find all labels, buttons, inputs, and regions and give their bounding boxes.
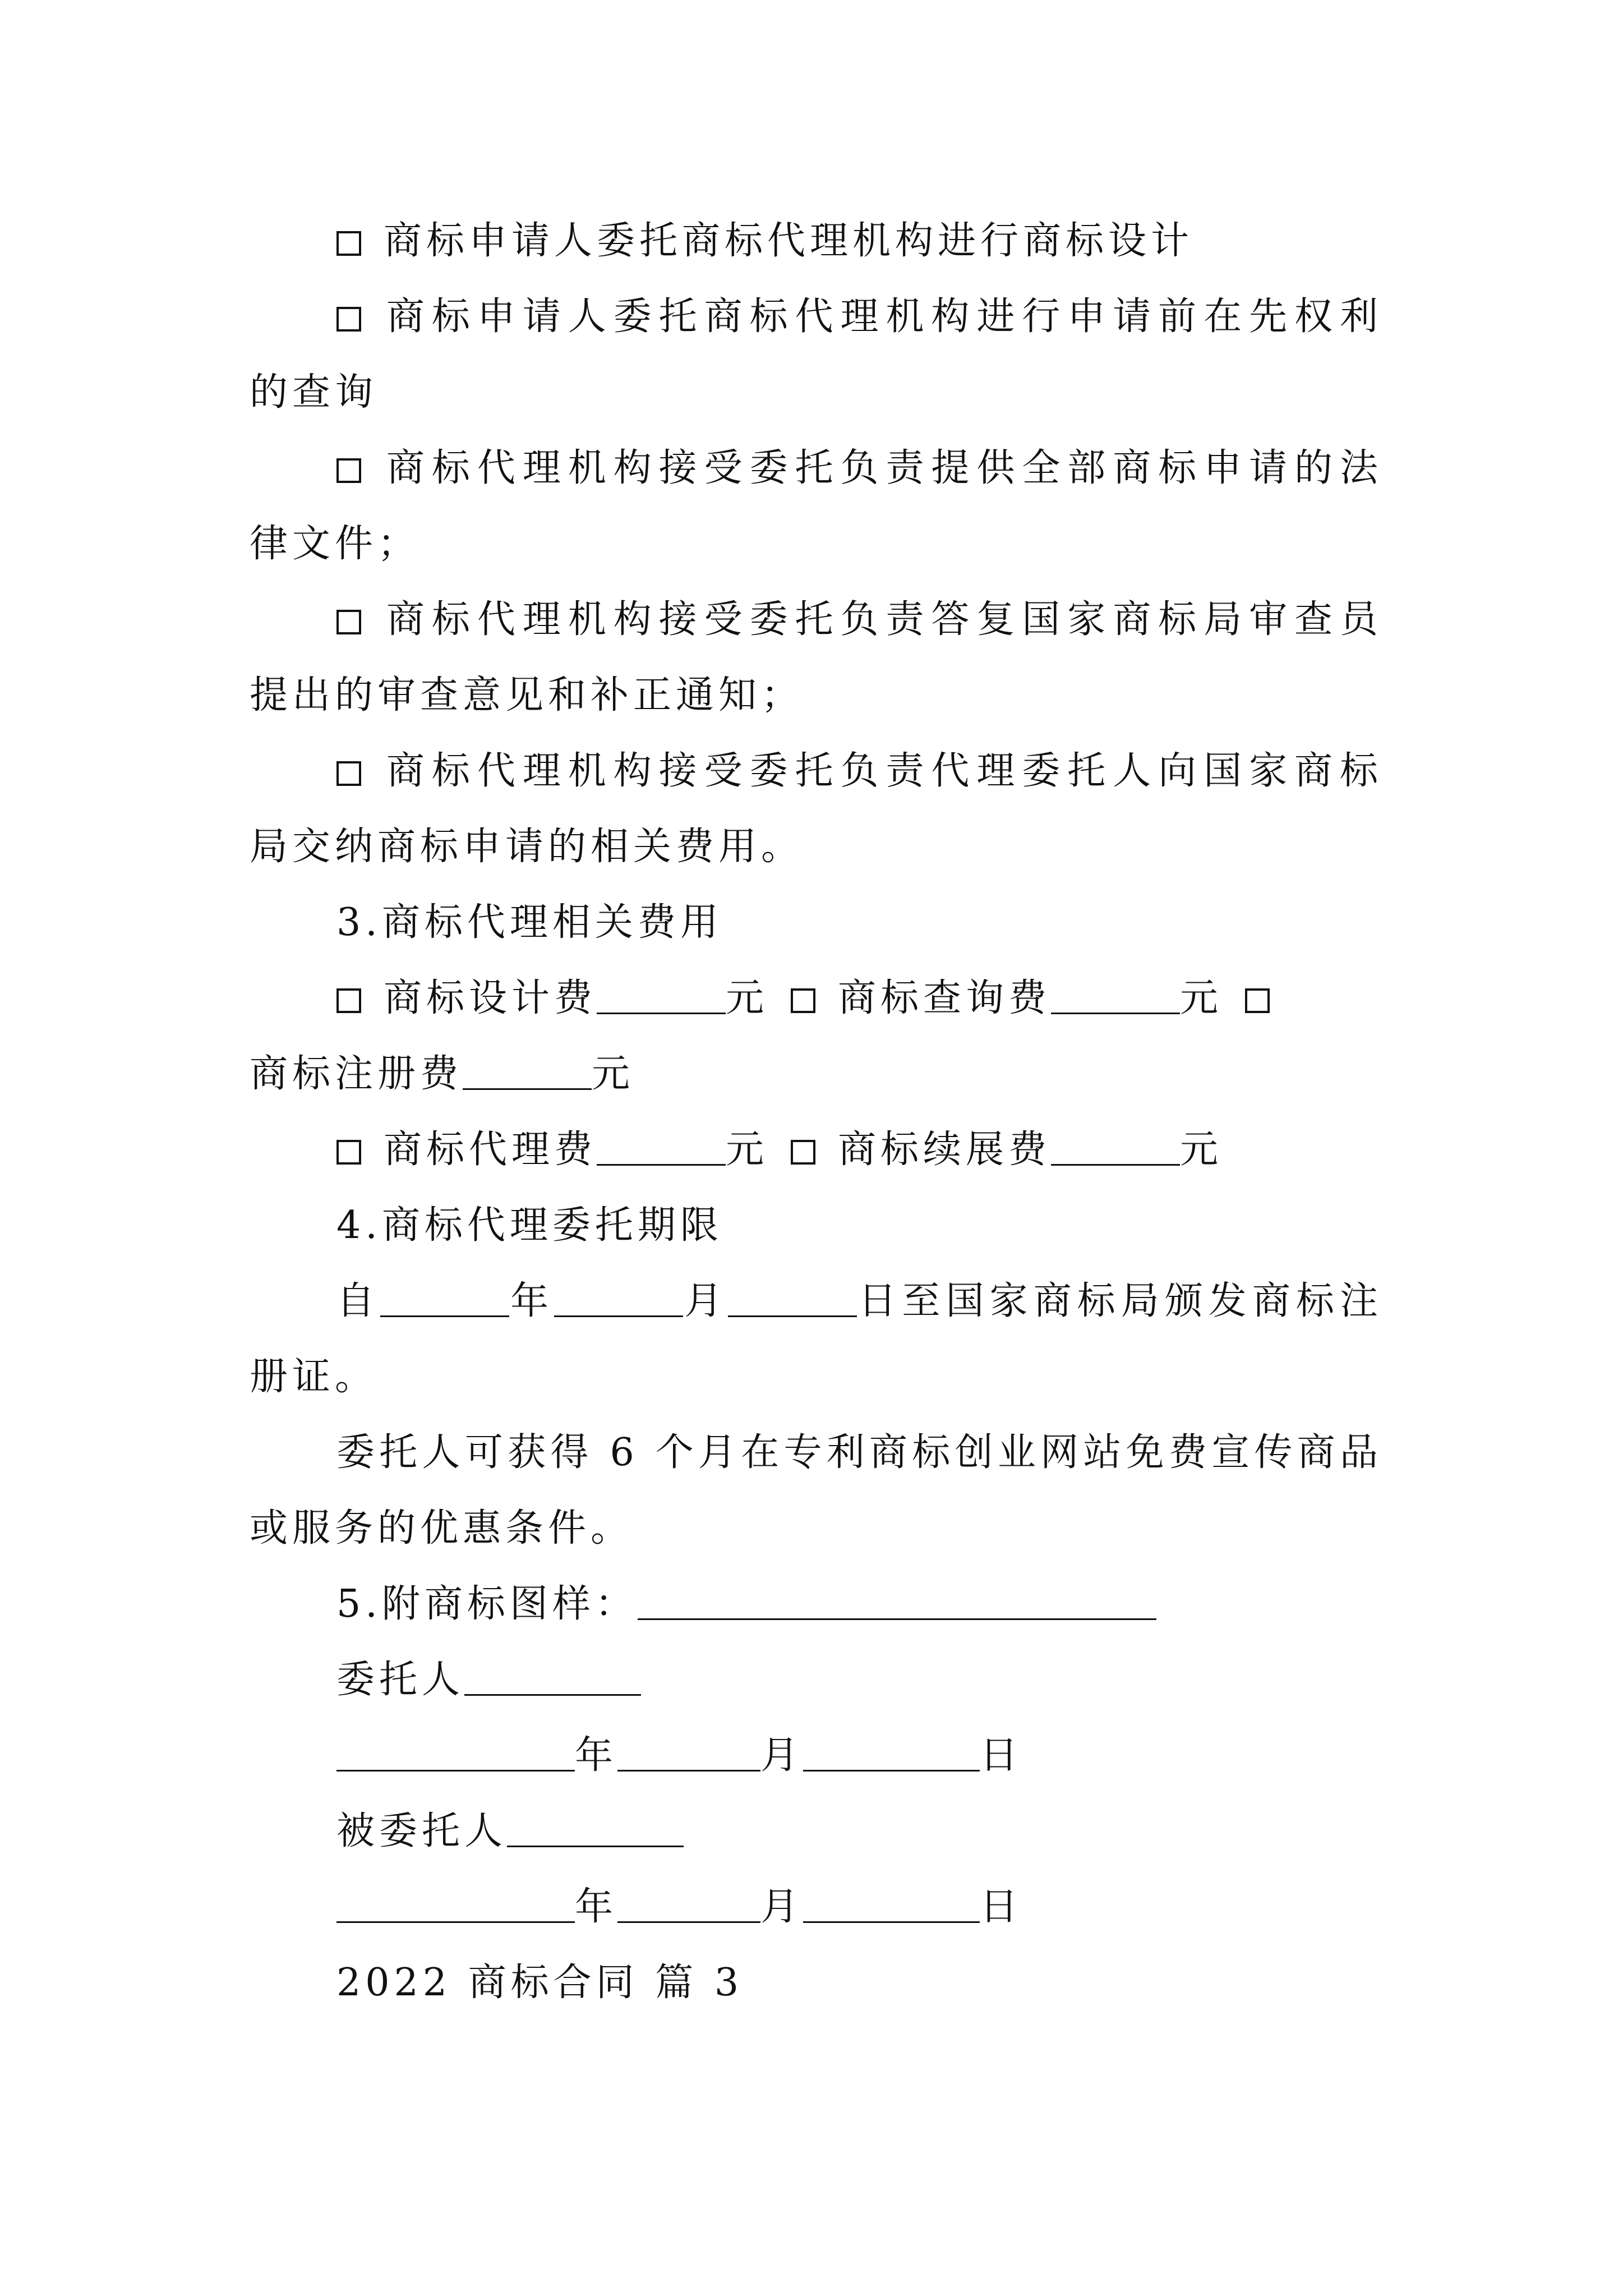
fee-line-2 — [336, 1125, 1382, 1175]
fee-unit: 元 — [592, 1052, 635, 1096]
fee-unit: 元 — [1180, 976, 1223, 1020]
option-line-2-cont: 的查询 — [250, 370, 378, 415]
option-line-1 — [336, 216, 1382, 266]
section-heading-term: 4.商标代理委托期限 — [336, 1203, 723, 1248]
term-text: 自 — [336, 1279, 381, 1323]
month-blank[interactable] — [617, 1882, 760, 1923]
year-blank[interactable] — [336, 1731, 575, 1772]
date-text: 月 — [760, 1733, 804, 1778]
fee-label: 商标代理费 — [384, 1128, 597, 1172]
fee-blank[interactable] — [463, 1049, 592, 1090]
date-text: 日 — [980, 1885, 1023, 1929]
next-section-title: 2022 商标合同 篇 3 — [336, 1961, 744, 2005]
day-blank[interactable] — [728, 1276, 857, 1317]
term-text: 年 — [509, 1279, 555, 1323]
principal-label: 委托人 — [336, 1658, 465, 1702]
checkbox[interactable] — [1245, 988, 1270, 1013]
date-text: 年 — [575, 1733, 618, 1778]
checkbox[interactable] — [791, 1140, 815, 1165]
principal-date-line — [336, 1731, 1382, 1781]
option-line-2 — [336, 292, 1382, 342]
day-blank[interactable] — [803, 1731, 980, 1772]
agent-date-line — [336, 1882, 1382, 1932]
fee-blank[interactable] — [1051, 973, 1180, 1014]
year-blank[interactable] — [380, 1276, 509, 1317]
fee-blank[interactable] — [597, 973, 726, 1014]
day-blank[interactable] — [803, 1882, 980, 1923]
date-text: 年 — [575, 1885, 618, 1929]
fee-unit: 元 — [726, 1128, 769, 1172]
option-text: 商标申请人委托商标代理机构进行申请前在先权利 — [384, 295, 1382, 339]
fee-label: 商标设计费 — [384, 976, 597, 1020]
agent-label: 被委托人 — [336, 1809, 508, 1853]
fee-label: 商标查询费 — [838, 976, 1052, 1020]
fee-line-1-cont — [250, 1049, 1382, 1099]
month-blank[interactable] — [554, 1276, 683, 1317]
month-blank[interactable] — [617, 1731, 760, 1772]
benefit-line: 委托人可获得 6 个月在专利商标创业网站免费宣传商品 — [336, 1430, 1382, 1475]
option-text: 商标代理机构接受委托负责答复国家商标局审查员 — [384, 597, 1382, 642]
principal-signature-blank[interactable] — [464, 1655, 641, 1696]
fee-blank[interactable] — [1051, 1125, 1180, 1166]
term-text: 日至国家商标局颁发商标注 — [857, 1279, 1382, 1323]
option-line-3 — [336, 443, 1382, 494]
option-text: 商标申请人委托商标代理机构进行商标设计 — [384, 219, 1194, 263]
checkbox[interactable] — [336, 231, 361, 256]
checkbox[interactable] — [336, 1140, 361, 1165]
agent-line — [336, 1806, 1382, 1857]
checkbox[interactable] — [336, 307, 361, 332]
option-line-5-cont: 局交纳商标申请的相关费用。 — [250, 825, 804, 869]
option-text: 商标代理机构接受委托负责代理委托人向国家商标 — [384, 749, 1382, 793]
option-line-5 — [336, 746, 1382, 797]
checkbox[interactable] — [791, 988, 815, 1013]
checkbox[interactable] — [336, 610, 361, 634]
date-text: 月 — [760, 1885, 804, 1929]
checkbox[interactable] — [336, 988, 361, 1013]
term-line — [336, 1276, 1382, 1327]
fee-label: 商标注册费 — [250, 1052, 463, 1096]
sample-label: 5.附商标图样： — [336, 1582, 638, 1626]
sample-blank[interactable] — [638, 1579, 1156, 1620]
fee-label: 商标续展费 — [838, 1128, 1052, 1172]
term-line-cont: 册证。 — [250, 1355, 378, 1399]
principal-line — [336, 1655, 1382, 1705]
benefit-line-cont: 或服务的优惠条件。 — [250, 1506, 634, 1550]
fee-line-1 — [336, 973, 1382, 1024]
option-line-4 — [336, 595, 1382, 645]
fee-unit: 元 — [726, 976, 769, 1020]
date-text: 日 — [980, 1733, 1023, 1778]
section-heading-fees: 3.商标代理相关费用 — [336, 900, 723, 945]
checkbox[interactable] — [336, 458, 361, 483]
year-blank[interactable] — [336, 1882, 575, 1923]
fee-blank[interactable] — [597, 1125, 726, 1166]
option-text: 商标代理机构接受委托负责提供全部商标申请的法 — [384, 446, 1382, 490]
fee-unit: 元 — [1180, 1128, 1223, 1172]
term-text: 月 — [683, 1279, 728, 1323]
option-line-4-cont: 提出的审查意见和补正通知； — [250, 673, 804, 717]
checkbox[interactable] — [336, 761, 361, 786]
agent-signature-blank[interactable] — [507, 1806, 684, 1847]
option-line-3-cont: 律文件； — [250, 522, 421, 566]
section-heading-sample — [336, 1579, 1382, 1630]
